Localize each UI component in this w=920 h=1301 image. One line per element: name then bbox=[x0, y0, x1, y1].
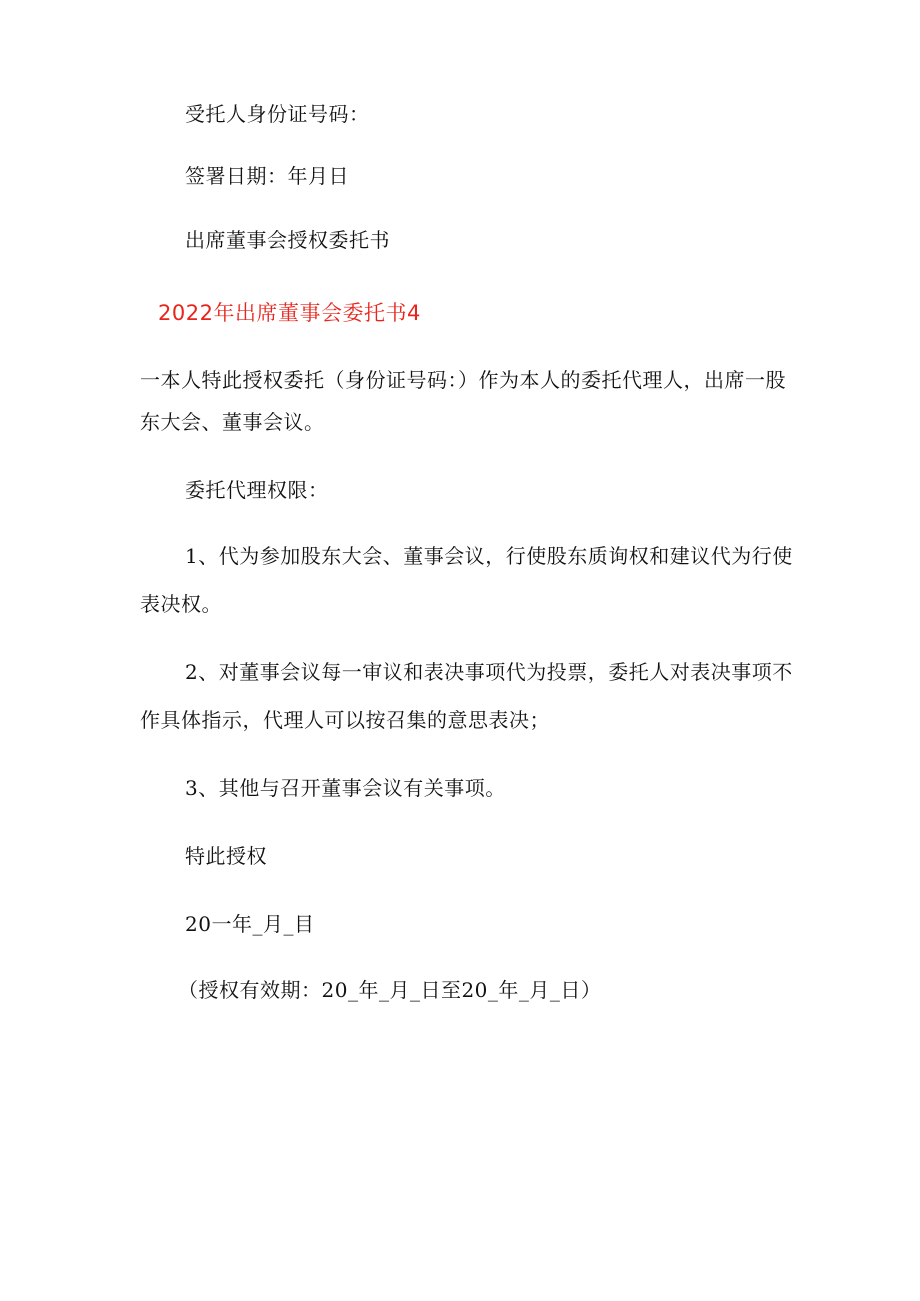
item-2-line-1: 2、对董事会议每一审议和表决事项代为投票，委托人对表决事项不 bbox=[185, 660, 793, 684]
section-heading: 2022年出席董事会委托书4 bbox=[158, 301, 421, 325]
intro-paragraph-line-2: 东大会、董事会议。 bbox=[140, 410, 325, 434]
intro-paragraph-line-1: 一本人特此授权委托（身份证号码：）作为本人的委托代理人，出席一股 bbox=[140, 368, 786, 392]
item-3: 3、其他与召开董事会议有关事项。 bbox=[185, 776, 506, 800]
validity-period: （授权有效期：20_年_月_日至20_年_月_日） bbox=[178, 978, 602, 1002]
sign-date-line: 签署日期：年月日 bbox=[185, 164, 349, 188]
item-2-line-2: 作具体指示，代理人可以按召集的意思表决； bbox=[140, 708, 550, 732]
authorization-title: 出席董事会授权委托书 bbox=[185, 228, 390, 252]
item-1-line-1: 1、代为参加股东大会、董事会议，行使股东质询权和建议代为行使 bbox=[185, 544, 793, 568]
scope-label: 委托代理权限： bbox=[185, 478, 329, 502]
principal-id-line: 受托人身份证号码： bbox=[185, 102, 370, 126]
date-line: 20一年_月_目 bbox=[185, 912, 315, 936]
special-authorization: 特此授权 bbox=[185, 844, 267, 868]
item-1-line-2: 表决权。 bbox=[140, 592, 222, 616]
